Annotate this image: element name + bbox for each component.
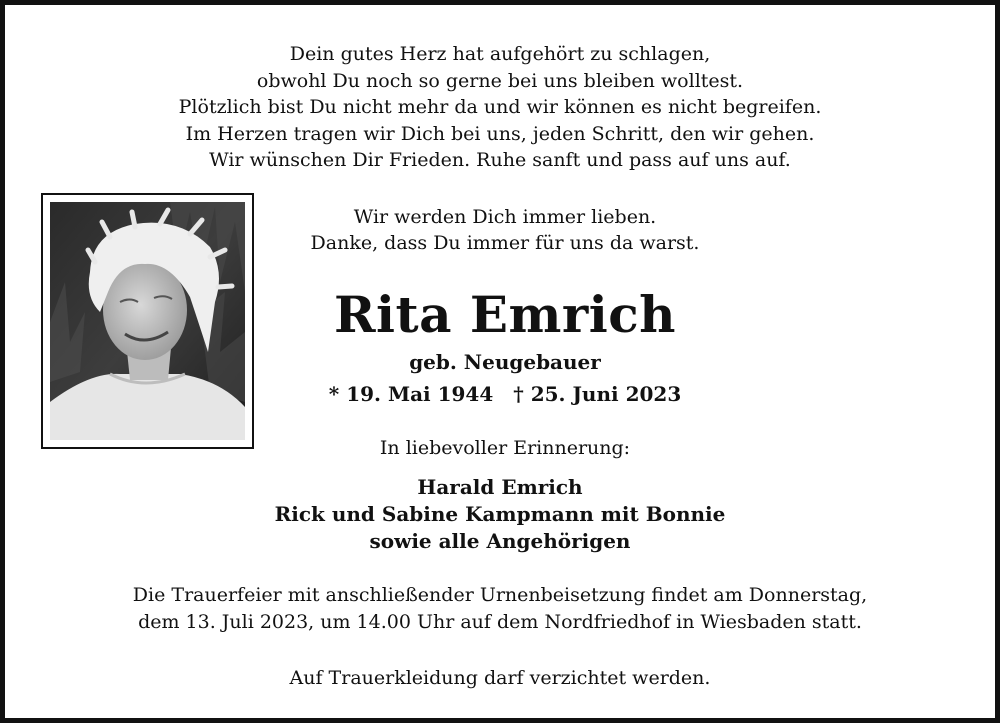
poem: [5, 41, 995, 174]
dress-notice: Auf Trauerkleidung darf verzichtet werden.: [289, 667, 711, 689]
memory-line: In liebevoller Erinnerung:: [379, 437, 631, 459]
death-date: † 25. Juni 2023: [513, 382, 682, 406]
mourners: [5, 474, 995, 555]
birth-date: * 19. Mai 1944: [328, 382, 494, 406]
love-line: Danke, dass Du immer für uns da warst.: [310, 232, 700, 254]
poem-line: Dein gutes Herz hat aufgehört zu schlagen,: [289, 43, 711, 65]
ceremony-line: Die Trauerfeier mit anschließender Urnenbeisetzung findet am Donnerstag,: [132, 584, 868, 606]
poem-line: Wir wünschen Dir Frieden. Ruhe sanft und pass auf uns auf.: [209, 149, 791, 171]
portrait-photo: [50, 202, 245, 440]
poem-line: obwohl Du noch so gerne bei uns bleiben wolltest.: [256, 69, 744, 92]
mourner-line: Rick und Sabine Kampmann mit Bonnie: [274, 502, 726, 526]
love-lines: [255, 204, 755, 256]
deceased-name: Rita Emrich: [333, 285, 677, 344]
ceremony-line: dem 13. Juli 2023, um 14.00 Uhr auf dem Nordfriedhof in Wiesbaden statt.: [138, 611, 862, 633]
mourner-line: Harald Emrich: [417, 475, 583, 499]
love-line: Wir werden Dich immer lieben.: [353, 206, 657, 228]
birth-name: geb. Neugebauer: [409, 350, 601, 374]
ceremony-info: [5, 582, 995, 636]
portrait-photo-frame: [41, 193, 254, 449]
poem-line: Im Herzen tragen wir Dich bei uns, jeden Schritt, den wir gehen.: [185, 122, 815, 145]
life-dates: [255, 380, 755, 408]
mourner-line: sowie alle Angehörigen: [369, 529, 631, 553]
poem-line: Plötzlich bist Du nicht mehr da und wir können es nicht begreifen.: [178, 96, 822, 118]
